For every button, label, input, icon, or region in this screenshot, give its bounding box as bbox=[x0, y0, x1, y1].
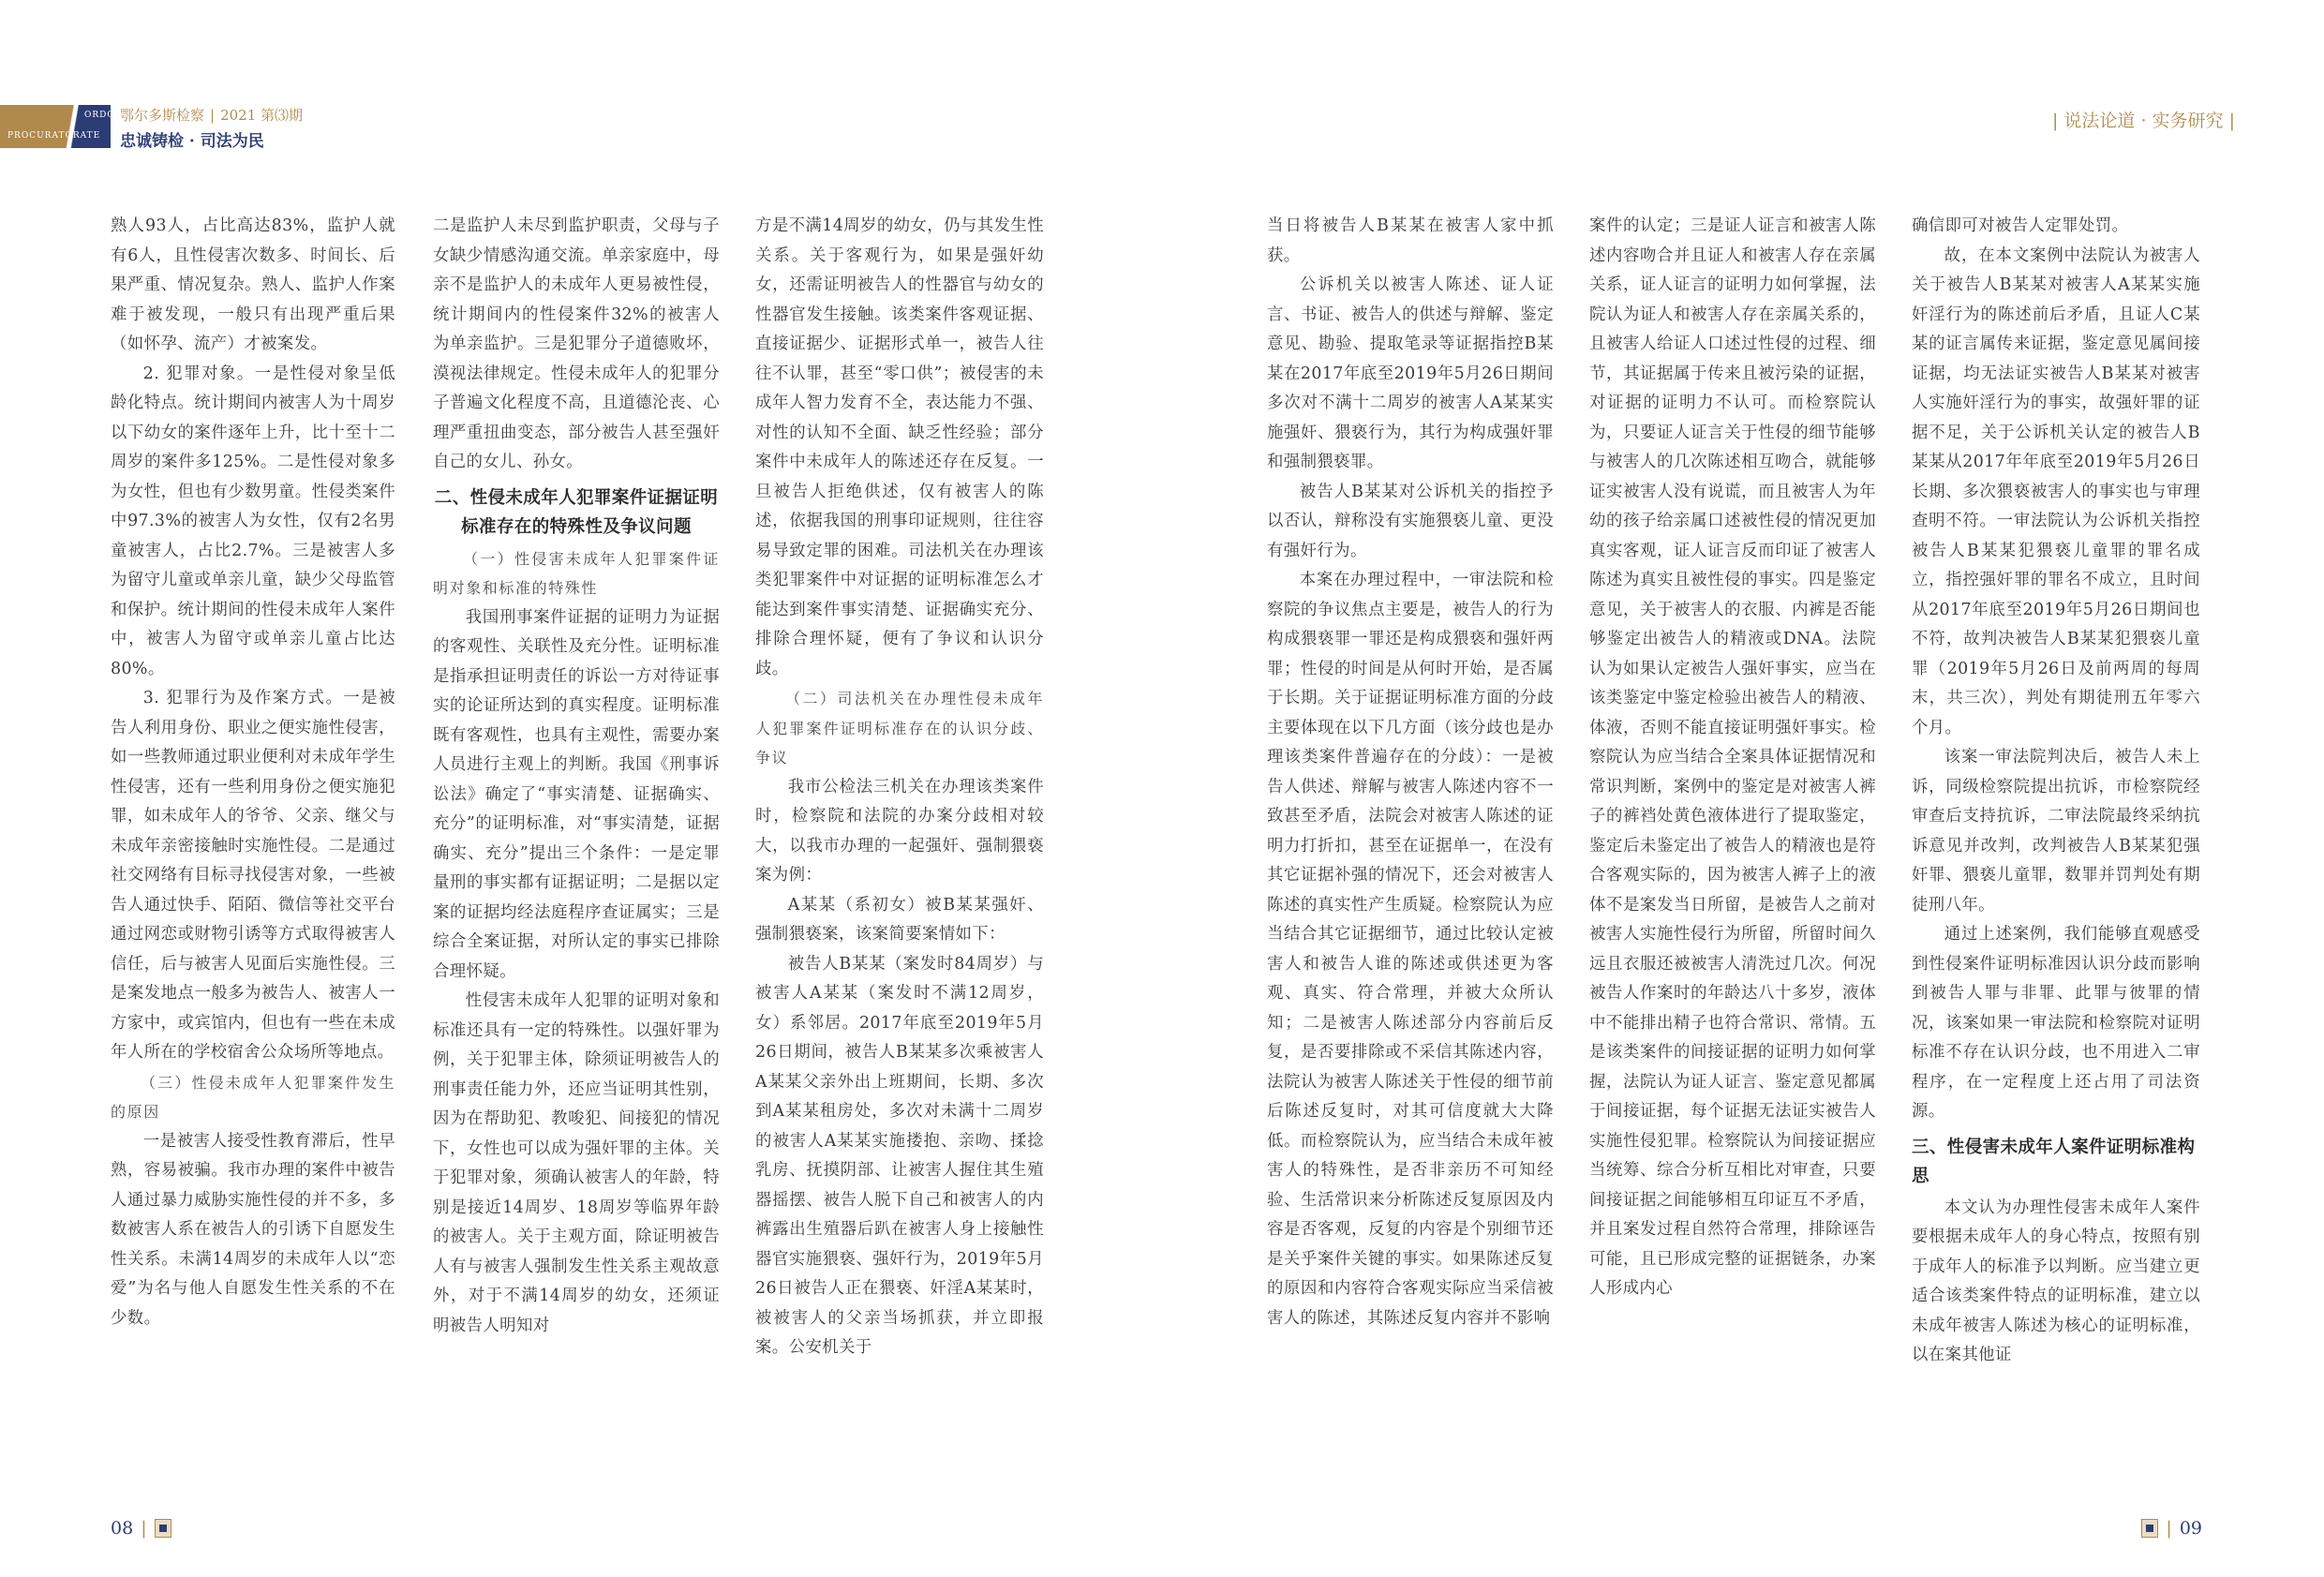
text-column-5 bbox=[1589, 212, 1876, 1451]
folio-divider: | bbox=[141, 1518, 147, 1539]
paragraph: 被告人B某某对公诉机关的指控予以否认，辩称没有实施猥亵儿童、更没有强奸行为。 bbox=[1267, 482, 1554, 560]
paragraph: 我国刑事案件证据的证明力为证据的客观性、关联性及充分性。证明标准是指承担证明责任的诉讼一方对待证事实的论证所达到的真实程度。证明标准既有客观性，也具有主观性，需要办案人员进行主观上的判断。我国《刑事诉讼法》确定了“事实清楚、证据确实、充分”的证明标准，对“事实清楚，证据确实、充分”提出三个条件：一是定罪量刑的事实都有证据证明；二是据以定案的证据均经法庭程序查证属实；三是综合全案证据，对所认定的事实已排除合理怀疑。 bbox=[433, 607, 720, 981]
paragraph: 一是被害人接受性教育滞后，性早熟，容易被骗。我市办理的案件中被告人通过暴力威胁实施性侵的并不多，多数被害人系在被告人的引诱下自愿发生性关系。未满14周岁的未成年人以“恋爱”为名与他人自愿发生性关系的不在少数。 bbox=[111, 1131, 395, 1328]
text-column-6 bbox=[1912, 212, 2200, 1451]
paragraph: A某某（系初女）被B某某强奸、强制猥亵案，该案简要案情如下： bbox=[755, 895, 1044, 944]
paragraph: 熟人93人，占比高达83%，监护人就有6人，且性侵害次数多、时间长、后果严重、情况复杂。熟人、监护人作案难于被发现，一般只有出现严重后果（如怀孕、流产）才被案发。 bbox=[111, 216, 395, 353]
page-number-right bbox=[2141, 1518, 2202, 1539]
subsection-heading: （一）性侵害未成年人犯罪案件证明对象和标准的特殊性 bbox=[433, 549, 720, 597]
subsection-heading: （三）性侵未成年人犯罪案件发生的原因 bbox=[111, 1073, 395, 1121]
text-column-4 bbox=[1267, 212, 1554, 1451]
paragraph: 性侵害未成年人犯罪的证明对象和标准还具有一定的特殊性。以强奸罪为例，关于犯罪主体，除须证明被告人的刑事责任能力外，还应当证明其性别，因为在帮助犯、教唆犯、间接犯的情况下，女性也可以成为强奸罪的主体。关于犯罪对象，须确认被害人的年龄，特别是接近14周岁、18周岁等临界年龄的被害人。关于主观方面，除证明被告人有与被害人强制发生性关系主观故意外，对于不满14周岁的幼女，还须证明被告人明知对 bbox=[433, 991, 720, 1335]
paragraph: 故，在本文案例中法院认为被害人关于被告人B某某对被害人A某某实施奸淫行为的陈述前后矛盾，且证人C某某的证言属传来证据，鉴定意见属间接证据，均无法证实被告人B某某对被害人实施奸淫行为的事实，故强奸罪的证据不足，关于公诉机关认定的被告人B某某从2017年年底至2019年5月26日长期、多次猥亵被害人的事实也与审理查明不符。一审法院认为公诉机关指控被告人B某某犯猥亵儿童罪的罪名成立，指控强奸罪的罪名不成立，且时间从2017年底至2019年5月26日期间也不符，故判决被告人B某某犯猥亵儿童罪（2019年5月26日及前两周的每周末，共三次），判处有期徒刑五年零六个月。 bbox=[1912, 245, 2200, 737]
paragraph: 本文认为办理性侵害未成年人案件要根据未成年人的身心特点，按照有别于成年人的标准予以判断。应当建立更适合该类案件特点的证明标准，建立以未成年被害人陈述为核心的证明标准，以在案其他证 bbox=[1912, 1198, 2200, 1364]
journal-separator: | bbox=[210, 107, 216, 124]
paragraph: 方是不满14周岁的幼女，仍与其发生性关系。关于客观行为，如果是强奸幼女，还需证明被告人的性器官与幼女的性器官发生接触。该类案件客观证据、直接证据少、证据形式单一，被告人往往不认罪，甚至“零口供”；被侵害的未成年人智力发育不全，表达能力不强、对性的认知不全面、缺乏性经验；部分案件中未成年人的陈述还存在反复。一旦被告人拒绝供述，仅有被害人的陈述，依据我国的刑事印证规则，往往容易导致定罪的困难。司法机关在办理该类犯罪案件中对证据的证明标准怎么才能达到案件事实清楚、证据确实充分、排除合理怀疑，便有了争议和认识分歧。 bbox=[755, 216, 1044, 678]
paragraph: 通过上述案例，我们能够直观感受到性侵案件证明标准因认识分歧而影响到被告人罪与非罪、此罪与彼罪的情况，该案如果一审法院和检察院对证明标准不存在认识分歧，也不用进入二审程序，在一定程度上还占用了司法资源。 bbox=[1912, 925, 2200, 1121]
folio-divider: | bbox=[2166, 1518, 2172, 1539]
band-word-ordos: ORDOS bbox=[84, 111, 122, 120]
paragraph: 当日将被告人B某某在被害人家中抓获。 bbox=[1267, 216, 1554, 265]
paragraph: 本案在办理过程中，一审法院和检察院的争议焦点主要是，被告人的行为构成猥亵罪一罪还是构成猥亵和强奸两罪；性侵的时间是从何时开始，是否属于长期。关于证据证明标准方面的分歧主要体现在以下几方面（该分歧也是办理该类案件普遍存在的分歧）：一是被告人供述、辩解与被害人陈述内容不一致甚至矛盾，法院会对被害人陈述的证明力打折扣，甚至在证据单一，在没有其它证据补强的情况下，还会对被害人陈述的真实性产生质疑。检察院认为应当结合其它证据细节，通过比较认定被害人和被告人谁的陈述或供述更为客观、真实、符合常理，并被大众所认知；二是被害人陈述部分内容前后反复，是否要排除或不采信其陈述内容，法院认为被害人陈述关于性侵的细节前后陈述反复时，对其可信度就大大降低。而检察院认为，应当结合未成年被害人的特殊性，是否非亲历不可知经验、生活常识来分析陈述反复原因及内容是否客观，反复的内容是个别细节还是关乎案件关键的事实。如果陈述反复的原因和内容符合客观实际应当采信被害人的陈述，其陈述反复内容并不影响 bbox=[1267, 571, 1554, 1328]
paragraph: 公诉机关以被害人陈述、证人证言、书证、被告人的供述与辩解、鉴定意见、勘验、提取笔录等证据指控B某某在2017年底至2019年5月26日期间多次对不满十二周岁的被害人A某某实施强奸、猥亵行为，其行为构成强奸罪和强制猥亵罪。 bbox=[1267, 275, 1554, 471]
text-column-3 bbox=[755, 212, 1044, 1451]
paragraph: 确信即可对被告人定罪处罚。 bbox=[1912, 216, 2129, 235]
subsection-heading: （二）司法机关在办理性侵未成年人犯罪案件证明标准存在的认识分歧、争议 bbox=[755, 690, 1044, 766]
text-column-2 bbox=[433, 212, 720, 1451]
paragraph: 二是监护人未尽到监护职责，父母与子女缺少情感沟通交流。单亲家庭中，母亲不是监护人的未成年人更易被性侵，统计期间内的性侵案件32%的被害人为单亲监护。三是犯罪分子道德败坏，漠视法律规定。性侵未成年人的犯罪分子普遍文化程度不高，且道德沦丧、心理严重扭曲变态，部分被告人甚至强奸自己的女儿、孙女。 bbox=[433, 216, 720, 471]
journal-slogan: 忠诚铸检 · 司法为民 bbox=[120, 132, 264, 151]
paragraph: 3. 犯罪行为及作案方式。一是被告人利用身份、职业之便实施性侵害，如一些教师通过职业便利对未成年学生性侵害，还有一些利用身份之便实施犯罪，如未成年人的爷爷、父亲、继父与未成年亲密接触时实施性侵。二是通过社交网络有目标寻找侵害对象，一些被告人通过快手、陌陌、微信等社交平台通过网恋或财物引诱等方式取得被害人信任，后与被害人见面后实施性侵。三是案发地点一般多为被告人、被害人一方家中，或宾馆内，但也有一些在未成年人所在的学校宿舍公众场所等地点。 bbox=[111, 689, 395, 1062]
band-word-procuratorate: PROCURATORATE bbox=[7, 131, 101, 141]
page-number-left bbox=[111, 1518, 171, 1539]
section-heading: 三、性侵害未成年人案件证明标准构思 bbox=[1912, 1137, 2196, 1186]
paragraph: 案件的认定；三是证人证言和被害人陈述内容吻合并且证人和被害人存在亲属关系，证人证言的证明力如何掌握，法院认为证人和被害人存在亲属关系的，且被害人给证人口述过性侵的过程、细节，其证据属于传来且被污染的证据，对证据的证明力不认可。而检察院认为，只要证人证言关于性侵的细节能够与被害人的几次陈述相互吻合，就能够证实被害人没有说谎，而且被害人为年幼的孩子给亲属口述被性侵的情况更加真实客观，证人证言反而印证了被害人陈述为真实且被性侵的事实。四是鉴定意见，关于被害人的衣服、内裤是否能够鉴定出被告人的精液或DNA。法院认为如果认定被告人强奸事实，应当在该类鉴定中鉴定检验出被告人的精液、体液，否则不能直接证明强奸事实。检察院认为应当结合全案具体证据情况和常识判断，案例中的鉴定是对被害人裤子的裤裆处黄色液体进行了提取鉴定，鉴定后未鉴定出了被告人的精液也是符合客观实际的，因为被害人裤子上的液体不是案发当日所留，是被告人之前对被害人实施性侵行为所留，所留时间久远且衣服还被被害人清洗过几次。何况被告人作案时的年龄达八十多岁，液体中不能排出精子也符合常识、常情。五是该类案件的间接证据的证明力如何掌握，法院认为证人证言、鉴定意见都属于间接证据，每个证据无法证实被告人实施性侵犯罪。检察院认为间接证据应当统筹、综合分析互相比对审查，只要间接证据之间能够相互印证互不矛盾，并且案发过程自然符合常理，排除诬告可能，且已形成完整的证据链条，办案人形成内心 bbox=[1589, 216, 1876, 1298]
paragraph: 2. 犯罪对象。一是性侵对象呈低龄化特点。统计期间内被害人为十周岁以下幼女的案件逐年上升，比十至十二周岁的案件多125%。二是性侵对象多为女性，但也有少数男童。性侵类案件中97.3%的被害人为女性，仅有2名男童被害人，占比2.7%。三是被害人多为留守儿童或单亲儿童，缺少父母监管和保护。统计期间的性侵未成年人案件中，被害人为留守或单亲儿童占比达80%。 bbox=[111, 364, 395, 678]
section-heading: 二、性侵未成年人犯罪案件证据证明标准存在的特殊性及争议问题 bbox=[434, 487, 719, 537]
journal-issue: 2021 第⑶期 bbox=[220, 107, 304, 124]
paragraph: 我市公检法三机关在办理该类案件时，检察院和法院的办案分歧相对较大，以我市办理的一起强奸、强制猥亵案为例： bbox=[755, 777, 1044, 885]
paragraph: 该案一审法院判决后，被告人未上诉，同级检察院提出抗诉，市检察院经审查后支持抗诉，二审法院最终采纳抗诉意见并改判，改判被告人B某某犯强奸罪、猥亵儿童罪，数罪并罚判处有期徒刑八年。 bbox=[1912, 748, 2200, 915]
journal-logo-icon bbox=[2141, 1519, 2158, 1538]
page-number: 08 bbox=[111, 1518, 134, 1539]
paragraph: 被告人B某某（案发时84周岁）与被害人A某某（案发时不满12周岁，女）系邻居。2017年底至2019年5月26日期间，被告人B某某多次乘被害人A某某父亲外出上班期间，长期、多次到A某某租房处，多次对未满十二周岁的被害人A某某实施搂抱、亲吻、揉捻乳房、抚摸阴部、让被害人握住其生殖器摇摆、被告人脱下自己和被害人的内裤露出生殖器后趴在被害人身上接触性器官实施猥亵、强奸行为，2019年5月26日被告人正在猥亵、奸淫A某某时，被被害人的父亲当场抓获，并立即报案。公安机关于 bbox=[755, 954, 1044, 1357]
journal-name: 鄂尔多斯检察 bbox=[120, 107, 205, 124]
text-column-1 bbox=[111, 212, 395, 1451]
section-label: | 说法论道 · 实务研究 | bbox=[2051, 111, 2235, 131]
page-number: 09 bbox=[2179, 1518, 2202, 1539]
journal-logo-icon bbox=[155, 1519, 171, 1538]
journal-title bbox=[120, 105, 303, 125]
